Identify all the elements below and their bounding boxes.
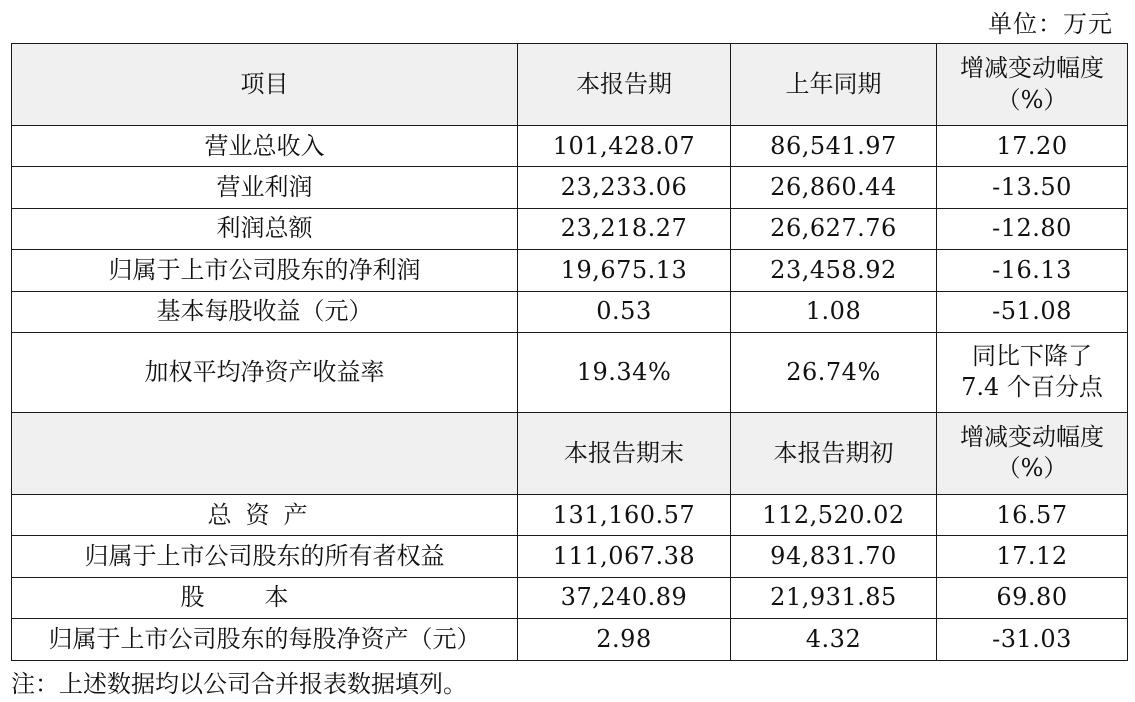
header-change-line2: （%）: [996, 85, 1068, 114]
table-row: [12, 619, 1128, 660]
row-current: 131,160.57: [518, 494, 731, 535]
row-current: 19.34%: [518, 332, 731, 412]
table-row: [12, 167, 1128, 208]
row-change: 69.80: [937, 577, 1128, 618]
row-label: 股本: [12, 577, 518, 618]
table-row: [12, 494, 1128, 535]
subheader-change-line1: 增减变动幅度: [960, 423, 1104, 452]
row-change: -51.08: [937, 291, 1128, 332]
row-change: -31.03: [937, 619, 1128, 660]
roe-change-line1: 同比下降了: [972, 342, 1092, 371]
row-current: 37,240.89: [518, 577, 731, 618]
subheader-change-line2: （%）: [996, 454, 1068, 483]
row-label: 营业总收入: [12, 126, 518, 167]
row-prior: 4.32: [731, 619, 937, 660]
header-prior-period: 上年同期: [731, 44, 937, 126]
table-header-row: [12, 44, 1128, 126]
header-current-period: 本报告期: [518, 44, 731, 126]
row-prior: 26,860.44: [731, 167, 937, 208]
table-row: [12, 536, 1128, 577]
subheader-change: [937, 412, 1128, 494]
header-change: [937, 44, 1128, 126]
row-change: [937, 332, 1128, 412]
table-row: [12, 250, 1128, 291]
row-current: 19,675.13: [518, 250, 731, 291]
roe-change-line2: 7.4 个百分点: [961, 373, 1103, 402]
row-prior: 23,458.92: [731, 250, 937, 291]
row-prior: 86,541.97: [731, 126, 937, 167]
header-item: 项目: [12, 44, 518, 126]
row-label: 营业利润: [12, 167, 518, 208]
row-current: 23,233.06: [518, 167, 731, 208]
financial-summary-table: [11, 43, 1128, 661]
row-label: 加权平均净资产收益率: [12, 332, 518, 412]
row-label: 基本每股收益（元）: [12, 291, 518, 332]
row-current: 101,428.07: [518, 126, 731, 167]
table-row: [12, 208, 1128, 249]
row-prior: 26.74%: [731, 332, 937, 412]
row-prior: 26,627.76: [731, 208, 937, 249]
row-current: 0.53: [518, 291, 731, 332]
row-label: 利润总额: [12, 208, 518, 249]
footnote: 注：上述数据均以公司合并报表数据填列。: [11, 670, 467, 698]
row-label: 总资产: [12, 494, 518, 535]
table-row-roe: [12, 332, 1128, 412]
subheader-item: [12, 412, 518, 494]
row-current: 111,067.38: [518, 536, 731, 577]
row-label: 归属于上市公司股东的每股净资产（元）: [12, 619, 518, 660]
row-prior: 21,931.85: [731, 577, 937, 618]
row-change: -12.80: [937, 208, 1128, 249]
row-prior: 94,831.70: [731, 536, 937, 577]
row-change: 17.20: [937, 126, 1128, 167]
header-change-line1: 增减变动幅度: [960, 54, 1104, 83]
row-prior: 1.08: [731, 291, 937, 332]
row-current: 2.98: [518, 619, 731, 660]
row-current: 23,218.27: [518, 208, 731, 249]
table-row: [12, 291, 1128, 332]
row-change: 16.57: [937, 494, 1128, 535]
row-change: -13.50: [937, 167, 1128, 208]
row-prior: 112,520.02: [731, 494, 937, 535]
table-row: [12, 577, 1128, 618]
subheader-period-end: 本报告期末: [518, 412, 731, 494]
subheader-period-start: 本报告期初: [731, 412, 937, 494]
row-change: -16.13: [937, 250, 1128, 291]
row-label: 归属于上市公司股东的所有者权益: [12, 536, 518, 577]
row-change: 17.12: [937, 536, 1128, 577]
row-label: 归属于上市公司股东的净利润: [12, 250, 518, 291]
unit-label: 单位：万元: [988, 10, 1113, 38]
table-subheader-row: [12, 412, 1128, 494]
table-row: [12, 126, 1128, 167]
